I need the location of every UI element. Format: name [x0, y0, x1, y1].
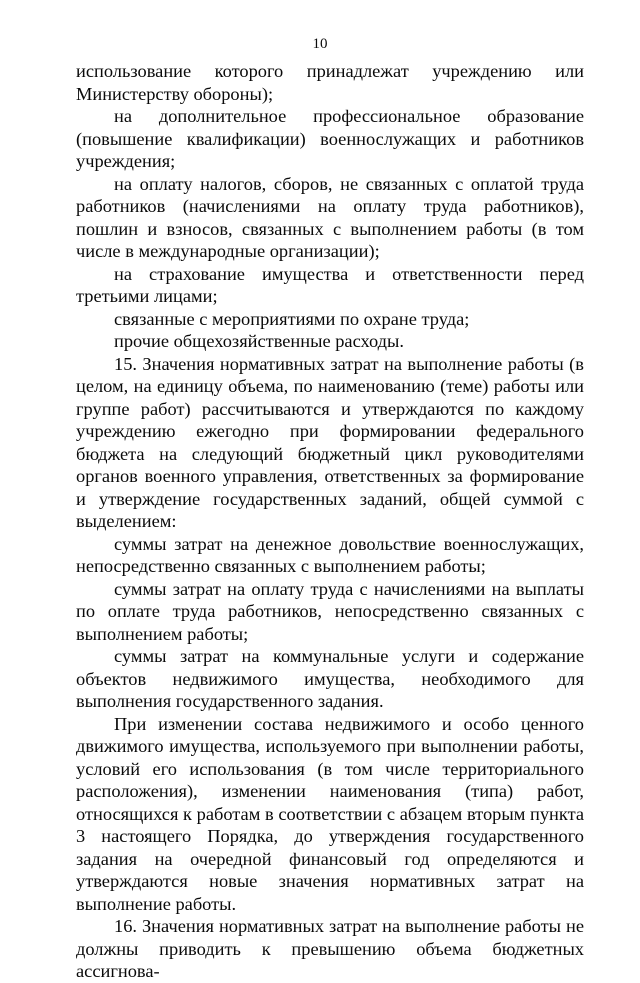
paragraph: на страхование имущества и ответственности перед третьими лицами; [76, 263, 584, 306]
paragraph: суммы затрат на оплату труда с начислениями на выплаты по оплате труда работников, непосредственно связанных с выполнением работы; [76, 578, 584, 644]
paragraph: суммы затрат на коммунальные услуги и содержание объектов недвижимого имущества, необходимого для выполнения государственного задания. [76, 646, 584, 711]
paragraph: использование которого принадлежат учреждению или Министерству обороны); [76, 61, 584, 104]
paragraph: прочие общехозяйственные расходы. [114, 331, 404, 351]
paragraph: связанные с мероприятиями по охране труда; [114, 308, 470, 329]
paragraph: на оплату налогов, сборов, не связанных с оплатой труда работников (начислениями на оплату труда работников), пошлин и взносов, связанных с выполнением работы (в том числе в международные организации); [76, 173, 584, 261]
paragraph: 16. Значения нормативных затрат на выполнение работы не должны приводить к превышению объема бюджетных ассигнова- [76, 916, 584, 981]
paragraph: При изменении состава недвижимого и особо ценного движимого имущества, используемого при выполнении работы, условий его использования (в том числе территориального расположения), изменении наименования (типа) работ, относящихся к работам в соответствии с абзацем вторым пункта 3 настоящего Порядка, до утверждения государственного задания на очередной финансовый год определяются и утверждаются новые значения нормативных затрат на выполнение работы. [76, 713, 584, 914]
document-body [76, 60, 584, 983]
paragraph: на дополнительное профессиональное образование (повышение квалификации) военнослужащих и работников учреждения; [76, 106, 584, 171]
paragraph: суммы затрат на денежное довольствие военнослужащих, непосредственно связанных с выполнением работы; [76, 533, 584, 576]
page-number: 10 [312, 36, 328, 52]
paragraph: 15. Значения нормативных затрат на выполнение работы (в целом, на единицу объема, по наименованию (теме) работы или группе работ) рассчитываются и утверждаются по каждому учреждению ежегодно при формировании федерального бюджета на следующий бюджетный цикл руководителями органов военного управления, ответственных за формирование и утверждение государственных заданий, общей суммой с выделением: [76, 353, 584, 531]
